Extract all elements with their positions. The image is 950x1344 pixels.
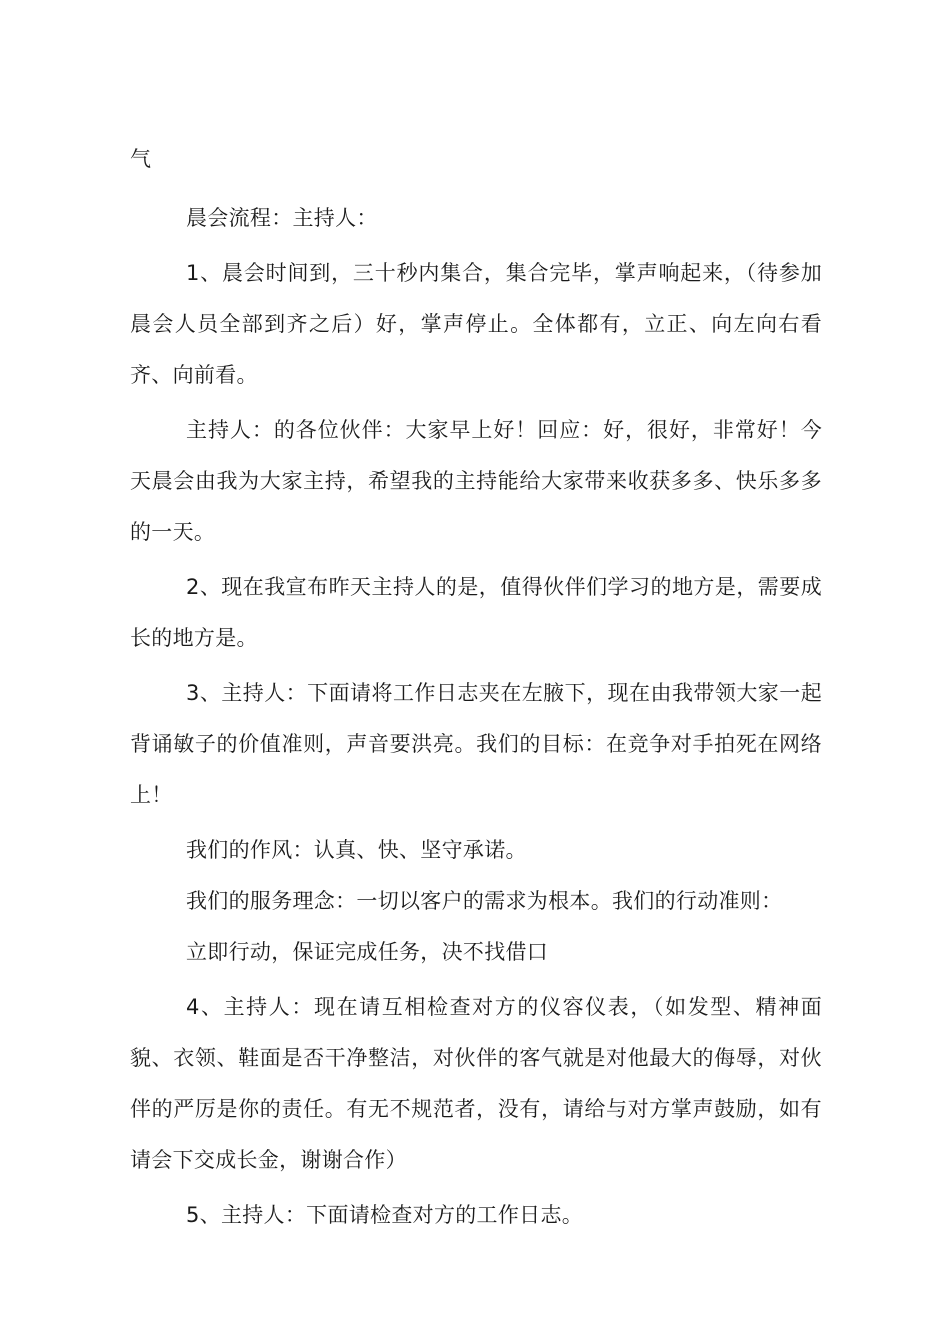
paragraph-host-greeting: 主持人：的各位伙伴：大家早上好！回应：好，很好，非常好！今天晨会由我为大家主持，希望我的主持能给大家带来收获多多、快乐多多的一天。 <box>130 418 822 544</box>
paragraph-step-5: 5、主持人：下面请检查对方的工作日志。 <box>186 1203 584 1227</box>
paragraph-step-1: 1、晨会时间到，三十秒内集合，集合完毕，掌声响起来，（待参加晨会人员全部到齐之后）好，掌声停止。全体都有，立正、向左向右看齐、向前看。 <box>130 261 822 387</box>
paragraph-step-3: 3、主持人：下面请将工作日志夹在左腋下，现在由我带领大家一起背诵敏子的价值准则，声音要洪亮。我们的目标：在竞争对手拍死在网络上！ <box>130 681 822 807</box>
document-body <box>130 134 822 1241</box>
paragraph-step-4: 4、主持人：现在请互相检查对方的仪容仪表，（如发型、精神面貌、衣领、鞋面是否干净整洁，对伙伴的客气就是对他最大的侮辱，对伙伴的严厉是你的责任。有无不规范者，没有，请给与对方掌声鼓励，如有请会下交成长金，谢谢合作） <box>130 995 822 1172</box>
paragraph-step-2: 2、现在我宣布昨天主持人的是，值得伙伴们学习的地方是，需要成长的地方是。 <box>130 575 822 650</box>
paragraph-fragment: 气 <box>130 147 152 171</box>
paragraph-work-style: 我们的作风：认真、快、坚守承诺。 <box>186 838 527 862</box>
paragraph-service-concept: 我们的服务理念：一切以客户的需求为根本。我们的行动准则： <box>186 889 783 913</box>
paragraph-action-rule: 立即行动，保证完成任务，决不找借口 <box>186 940 549 964</box>
paragraph-agenda-heading: 晨会流程：主持人： <box>186 206 378 230</box>
